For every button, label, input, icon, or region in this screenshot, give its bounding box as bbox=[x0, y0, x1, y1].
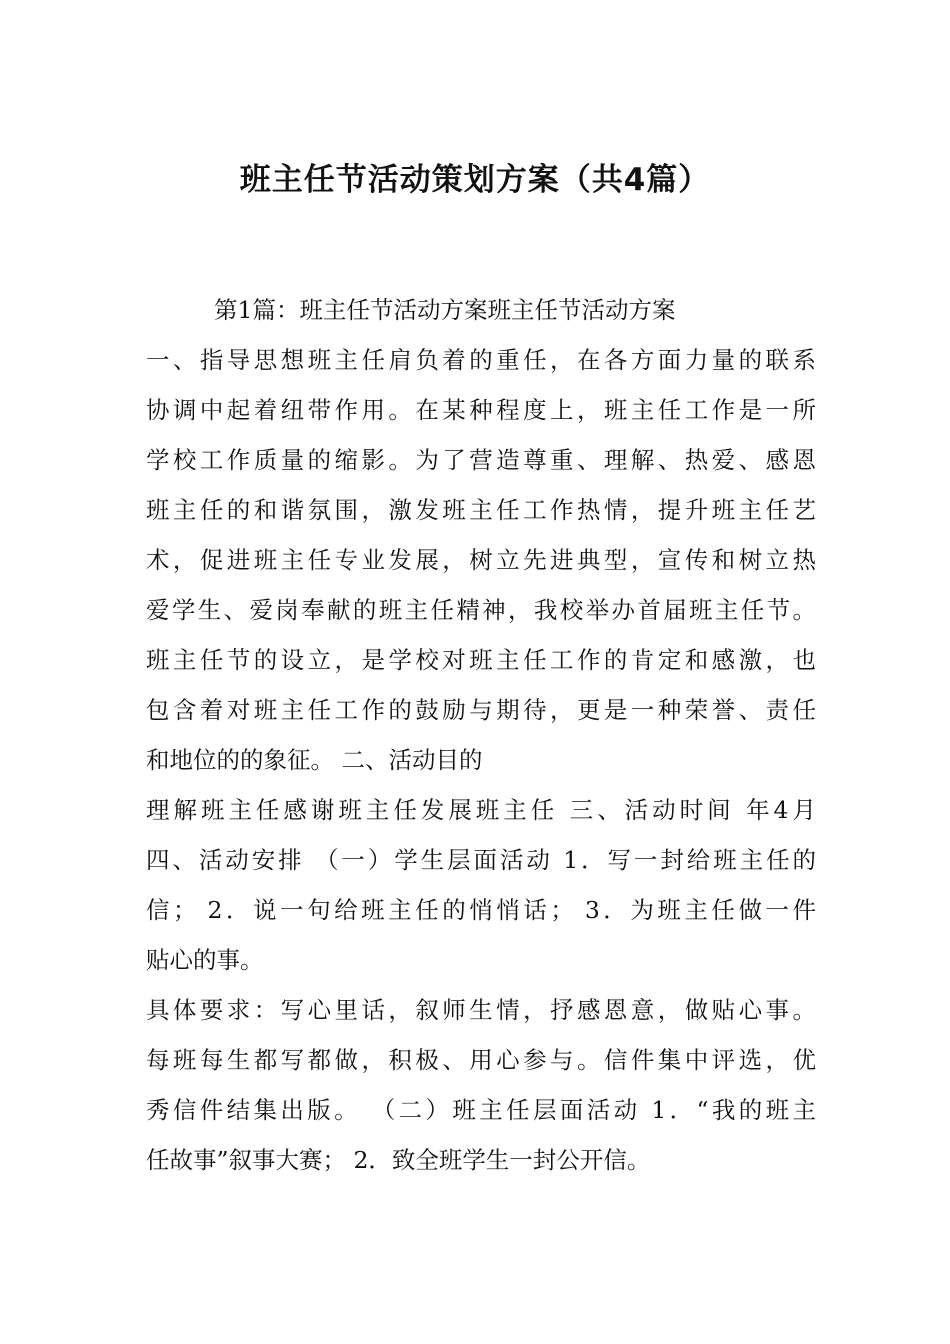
document-title: 班主任节活动策划方案（共4篇） bbox=[239, 162, 711, 198]
paragraph-line: 协调中起着纽带作用。在某种程度上，班主任工作是一所 bbox=[146, 396, 816, 424]
paragraph-line: 具体要求：写心里话，叙师生情，抒感恩意，做贴心事。 bbox=[146, 996, 816, 1024]
paragraph-line: 每班每生都写都做，积极、用心参与。信件集中评选，优 bbox=[146, 1046, 816, 1074]
section-heading-1: 第1篇：班主任节活动方案班主任节活动方案 bbox=[214, 296, 676, 324]
paragraph-line: 四、活动安排 （一）学生层面活动 1．写一封给班主任的 bbox=[146, 846, 816, 874]
paragraph-line: 任故事”叙事大赛； 2．致全班学生一封公开信。 bbox=[146, 1146, 651, 1174]
paragraph-line: 包含着对班主任工作的鼓励与期待，更是一种荣誉、责任 bbox=[146, 696, 816, 724]
paragraph-line: 班主任节的设立，是学校对班主任工作的肯定和感激，也 bbox=[146, 646, 816, 674]
paragraph-line: 爱学生、爱岗奉献的班主任精神，我校举办首届班主任节。 bbox=[146, 596, 816, 624]
paragraph-line: 理解班主任感谢班主任发展班主任 三、活动时间 年4月 bbox=[146, 796, 816, 824]
paragraph-line: 一、指导思想班主任肩负着的重任，在各方面力量的联系 bbox=[146, 346, 816, 374]
paragraph-line: 班主任的和谐氛围，激发班主任工作热情，提升班主任艺 bbox=[146, 496, 816, 524]
paragraph-line: 和地位的的象征。 二、活动目的 bbox=[146, 746, 483, 774]
paragraph-line: 信； 2．说一句给班主任的悄悄话； 3．为班主任做一件 bbox=[146, 896, 816, 924]
paragraph-line: 学校工作质量的缩影。为了营造尊重、理解、热爱、感恩 bbox=[146, 446, 816, 474]
paragraph-line: 贴心的事。 bbox=[146, 946, 264, 974]
paragraph-line: 秀信件结集出版。 （二）班主任层面活动 1．“我的班主 bbox=[146, 1096, 816, 1124]
paragraph-line: 术，促进班主任专业发展，树立先进典型，宣传和树立热 bbox=[146, 546, 816, 574]
